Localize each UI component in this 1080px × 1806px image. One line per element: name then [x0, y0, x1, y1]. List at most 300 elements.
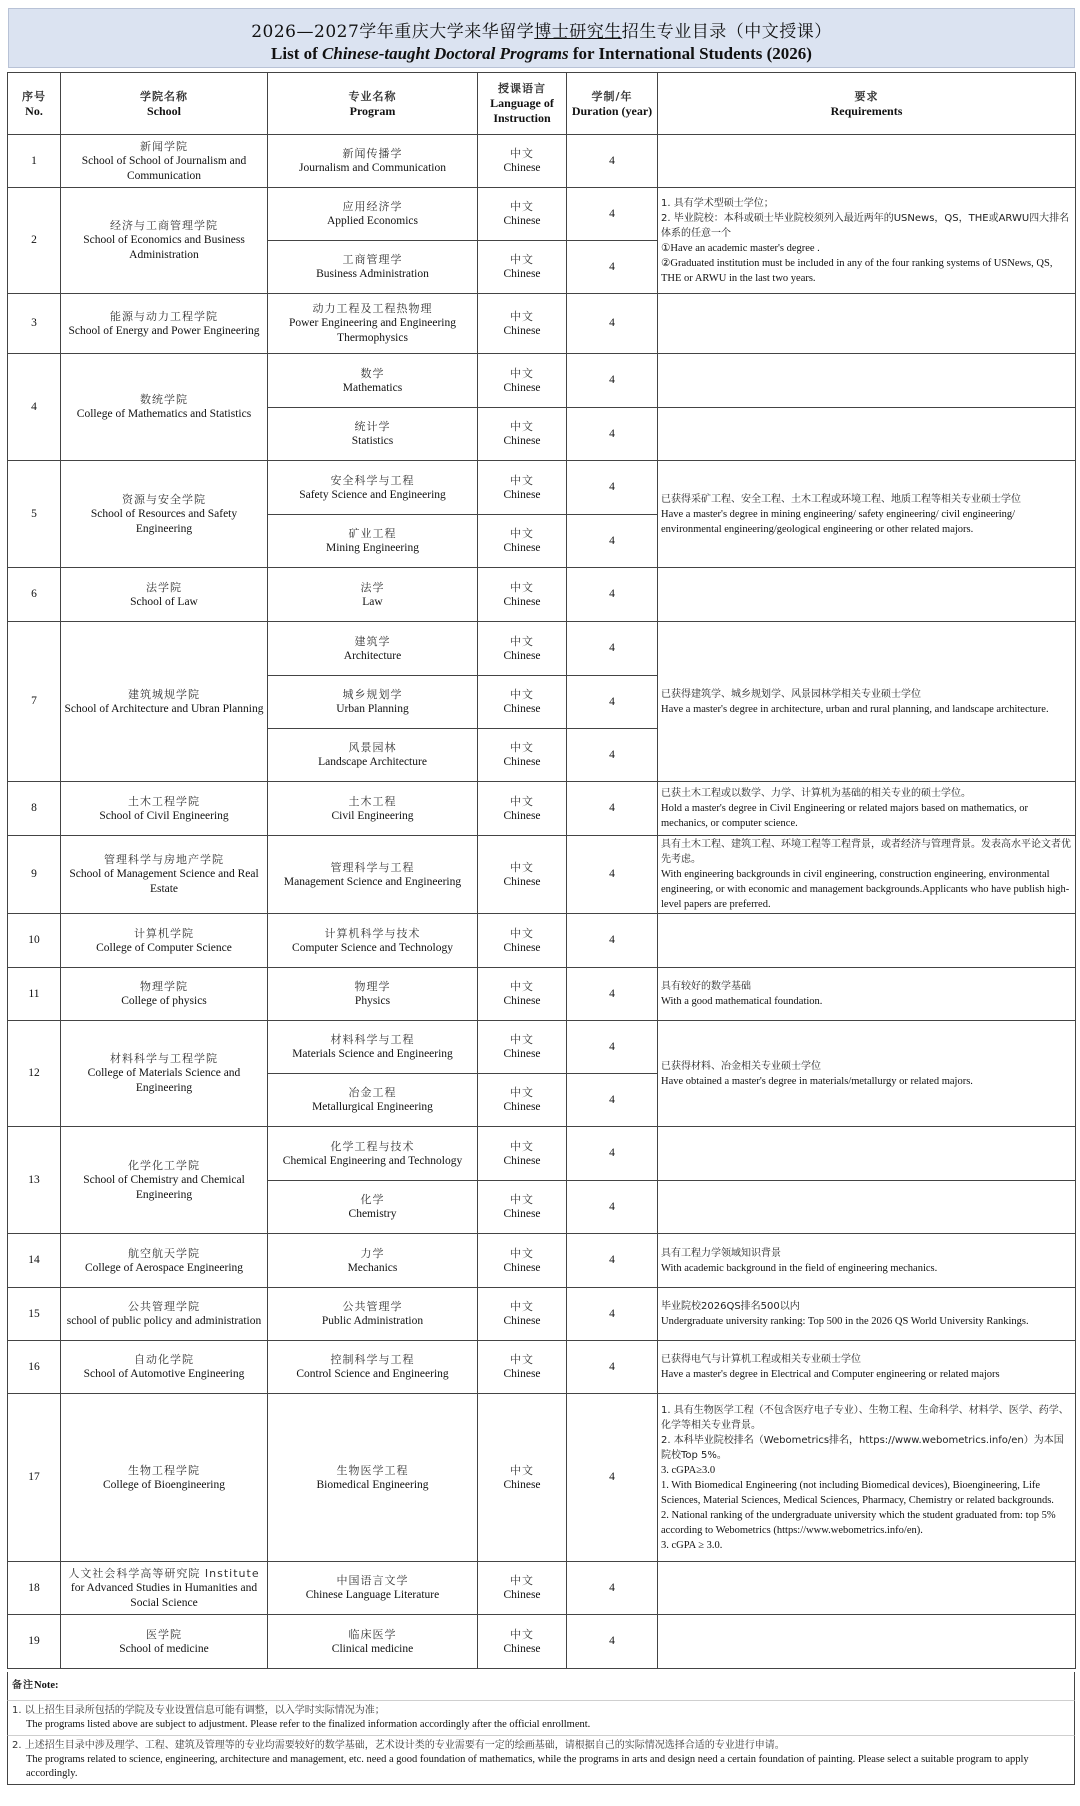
program-en: Mining Engineering [326, 542, 419, 554]
program-cell [268, 1234, 478, 1288]
school-en: School of School of Journalism and Communication [81, 154, 247, 182]
duration-cell: 4 [567, 568, 658, 622]
program-en: Architecture [343, 649, 402, 662]
lang-cn: 中文 [510, 1574, 534, 1587]
title-cn-prefix: 2026—2027学年重庆大学来华留学 [251, 22, 535, 42]
school-cn: 能源与动力工程学院 [110, 309, 218, 323]
program-en: Landscape Architecture [318, 756, 427, 768]
lang-cn: 中文 [510, 580, 534, 594]
note-item [7, 1700, 1075, 1735]
duration-cell: 4 [567, 1127, 658, 1181]
program-cell [268, 515, 478, 568]
requirement-line: 1. 具有生物医学工程（不包含医疗电子专业）、生物工程、生命科学、材料学、医学、药学、化学等相关专业背景。 [661, 1404, 1069, 1431]
lang-cn: 中文 [510, 741, 534, 754]
language-cell [478, 622, 567, 676]
duration-cell: 4 [567, 836, 658, 914]
header-no-cn: 序号 [22, 89, 46, 103]
program-cell [268, 1341, 478, 1394]
duration-cell: 4 [567, 1234, 658, 1288]
school-en: College of Bioengineering [103, 1478, 225, 1491]
lang-en: Chinese [503, 324, 541, 337]
school-cn: 建筑城规学院 [128, 687, 200, 701]
school-cell [61, 354, 268, 461]
table-row [8, 1562, 1076, 1615]
school-cell [61, 188, 268, 294]
program-cn: 土木工程 [348, 794, 397, 808]
program-cell [268, 241, 478, 294]
requirements-cell [658, 1341, 1076, 1394]
requirement-line: With academic background in the field of engineering mechanics. [661, 1262, 938, 1274]
school-en: College of Materials Science and Engineering [87, 1067, 241, 1094]
school-en: School of Law [130, 595, 198, 608]
lang-en: Chinese [503, 1315, 541, 1327]
school-cell [61, 1288, 268, 1341]
lang-cn: 中文 [510, 634, 534, 648]
school-cn: 自动化学院 [134, 1353, 194, 1366]
duration-cell: 4 [567, 729, 658, 782]
requirements-cell [658, 1615, 1076, 1669]
school-cell [61, 461, 268, 568]
program-en: Control Science and Engineering [296, 1368, 449, 1380]
lang-en: Chinese [503, 1478, 541, 1491]
requirement-line: ②Graduated institution must be included in any of the four ranking systems of USNews, QS, THE or ARWU in the last two years. [661, 257, 1053, 284]
program-cell [268, 1021, 478, 1074]
requirement-line: 毕业院校2026QS排名500以内 [661, 1301, 800, 1312]
requirement-line: 2. National ranking of the undergraduate university which the student graduated from: top 5% according to Webometrics (https://www.webometrics.info/en). [661, 1509, 1056, 1536]
school-cell [61, 294, 268, 354]
header-school-en: School [146, 103, 181, 118]
school-en: College of Aerospace Engineering [84, 1261, 244, 1274]
lang-cn: 中文 [510, 420, 534, 433]
program-cell [268, 676, 478, 729]
table-row [8, 1615, 1076, 1669]
program-en: Public Administration [321, 1315, 424, 1327]
lang-en: Chinese [503, 1208, 541, 1220]
lang-cn: 中文 [510, 1300, 534, 1313]
requirements-cell [658, 188, 1076, 294]
table-row [8, 354, 1076, 408]
requirements-cell [658, 1562, 1076, 1615]
program-en: Mathematics [342, 381, 403, 394]
requirements-cell [658, 294, 1076, 354]
header-school [61, 73, 268, 135]
language-cell [478, 914, 567, 968]
program-cn: 计算机科学与技术 [324, 926, 421, 940]
program-cell [268, 1394, 478, 1562]
language-cell [478, 676, 567, 729]
duration-cell: 4 [567, 1394, 658, 1562]
program-cn: 中国语言文学 [336, 1574, 409, 1587]
program-cn: 动力工程及工程热物理 [312, 302, 433, 315]
school-cell [61, 1615, 268, 1669]
program-en: Power Engineering and Engineering Thermophysics [288, 317, 457, 344]
duration-cell: 4 [567, 1341, 658, 1394]
program-cell [268, 294, 478, 354]
school-cell [61, 568, 268, 622]
school-cn: 数统学院 [140, 393, 188, 406]
requirements-cell [658, 408, 1076, 461]
lang-cn: 中文 [510, 1463, 534, 1477]
program-cn: 材料科学与工程 [330, 1033, 415, 1046]
requirements-cell [658, 568, 1076, 622]
program-cn: 控制科学与工程 [330, 1353, 415, 1366]
requirement-line: 已获得电气与计算机工程或相关专业硕士学位 [661, 1354, 861, 1365]
requirement-line: Have obtained a master's degree in materials/metallurgy or related majors. [661, 1075, 973, 1087]
school-cn: 土木工程学院 [128, 794, 200, 808]
requirement-line: 3. cGPA ≥ 3.0. [661, 1539, 723, 1551]
program-en: Chemical Engineering and Technology [282, 1154, 463, 1167]
language-cell [478, 461, 567, 515]
table-row [8, 568, 1076, 622]
notes-section [7, 1672, 1075, 1785]
lang-en: Chinese [503, 1154, 541, 1167]
table-row [8, 135, 1076, 188]
program-en: Chinese Language Literature [305, 1589, 440, 1601]
lang-cn: 中文 [510, 926, 534, 940]
requirement-line: 已获得材料、冶金相关专业硕士学位 [661, 1060, 821, 1072]
program-table [7, 72, 1076, 1669]
school-cell [61, 968, 268, 1021]
title-english [9, 44, 1074, 64]
program-en: Management Science and Engineering [283, 875, 462, 888]
school-cn: 航空航天学院 [128, 1246, 200, 1260]
language-cell [478, 1562, 567, 1615]
lang-en: Chinese [503, 215, 541, 227]
school-en: for Advanced Studies in Humanities and Social Science [70, 1581, 258, 1609]
school-cell [61, 1562, 268, 1615]
row-number: 6 [8, 568, 61, 622]
school-cell [61, 1341, 268, 1394]
program-cn: 数学 [360, 366, 385, 380]
duration-cell: 4 [567, 408, 658, 461]
row-number: 12 [8, 1021, 61, 1127]
requirement-line: 具有工程力学领域知识背景 [661, 1247, 781, 1259]
header-dur-en: Duration (year) [571, 103, 653, 118]
program-en: Statistics [351, 435, 394, 447]
requirements-cell [658, 1127, 1076, 1181]
requirement-line: Have a master's degree in mining engineering/ safety engineering/ civil engineering/ environmental engineering/geological engineering or other related majors. [661, 508, 1016, 535]
language-cell [478, 188, 567, 241]
duration-cell: 4 [567, 1074, 658, 1127]
lang-cn: 中文 [510, 1353, 534, 1366]
row-number: 3 [8, 294, 61, 354]
row-number: 18 [8, 1562, 61, 1615]
title-en-prefix: List of [271, 44, 323, 63]
school-cn: 人文社会科学高等研究院 Institute [68, 1566, 260, 1580]
header-no [8, 73, 61, 135]
school-en: School of Energy and Power Engineering [68, 324, 260, 337]
language-cell [478, 1341, 567, 1394]
header-no-en: No. [25, 103, 43, 118]
program-en: Physics [354, 995, 391, 1007]
requirement-line: 具有较好的数学基础 [661, 981, 751, 992]
program-cell [268, 354, 478, 408]
language-cell [478, 241, 567, 294]
table-row [8, 1394, 1076, 1562]
title-en-italic: Chinese-taught Doctoral Programs [322, 44, 569, 63]
school-cell [61, 914, 268, 968]
requirements-cell [658, 622, 1076, 782]
program-cn: 化学 [360, 1193, 385, 1206]
note-en: The programs listed above are subject to adjustment. Please refer to the finalized information accordingly after the official enrollment. [26, 1719, 591, 1730]
row-number: 14 [8, 1234, 61, 1288]
school-en: school of public policy and administration [66, 1315, 262, 1327]
program-cell [268, 1615, 478, 1669]
requirements-cell [658, 135, 1076, 188]
language-cell [478, 1021, 567, 1074]
table-row [8, 968, 1076, 1021]
school-cell [61, 836, 268, 914]
lang-en: Chinese [503, 809, 541, 822]
duration-cell: 4 [567, 622, 658, 676]
header-school-cn: 学院名称 [140, 89, 188, 103]
lang-cn: 中文 [510, 527, 534, 540]
lang-en: Chinese [503, 941, 541, 954]
row-number: 9 [8, 836, 61, 914]
duration-cell: 4 [567, 1021, 658, 1074]
header-requirements [658, 73, 1076, 135]
header-language [478, 73, 567, 135]
lang-en: Chinese [503, 756, 541, 768]
header-req-en: Requirements [830, 103, 903, 118]
school-en: School of Civil Engineering [99, 809, 229, 822]
language-cell [478, 515, 567, 568]
program-en: Chemistry [348, 1208, 397, 1220]
school-cn: 法学院 [146, 580, 182, 594]
language-cell [478, 1234, 567, 1288]
requirement-line: 2. 毕业院校：本科或硕士毕业院校须列入最近两年的USNews，QS，THE或ARWU四大排名体系的任意一个 [661, 212, 1070, 239]
language-cell [478, 1615, 567, 1669]
lang-en: Chinese [503, 381, 541, 394]
lang-en: Chinese [503, 1261, 541, 1274]
program-cell [268, 1562, 478, 1615]
school-cell [61, 1021, 268, 1127]
language-cell [478, 1288, 567, 1341]
lang-cn: 中文 [510, 473, 534, 487]
lang-cn: 中文 [510, 1627, 534, 1641]
title-en-suffix: for International Students (2026) [568, 44, 812, 63]
school-en: School of Chemistry and Chemical Engineering [83, 1173, 245, 1201]
lang-en: Chinese [503, 1642, 541, 1655]
table-row [8, 1127, 1076, 1181]
table-row [8, 1021, 1076, 1074]
program-cn: 临床医学 [348, 1627, 397, 1641]
lang-cn: 中文 [510, 1086, 534, 1099]
school-cn: 公共管理学院 [128, 1300, 200, 1313]
lang-cn: 中文 [510, 1193, 534, 1206]
requirement-line: Hold a master's degree in Civil Engineering or related majors based on mathematics, or mechanics, or computer science. [661, 803, 1028, 829]
table-row [8, 622, 1076, 676]
language-cell [478, 568, 567, 622]
school-cn: 计算机学院 [134, 926, 194, 940]
program-cn: 工商管理学 [342, 253, 403, 266]
requirements-cell [658, 1394, 1076, 1562]
school-cn: 物理学院 [140, 980, 188, 993]
table-row [8, 1288, 1076, 1341]
school-cell [61, 1127, 268, 1234]
requirements-cell [658, 1288, 1076, 1341]
row-number: 13 [8, 1127, 61, 1234]
school-en: School of Economics and Business Administration [83, 234, 245, 261]
school-en: School of Management Science and Real Estate [69, 868, 259, 895]
language-cell [478, 1074, 567, 1127]
school-en: School of Architecture and Ubran Planning [64, 702, 264, 715]
lang-cn: 中文 [510, 1139, 534, 1153]
table-row [8, 294, 1076, 354]
duration-cell: 4 [567, 135, 658, 188]
lang-cn: 中文 [510, 1246, 534, 1260]
lang-en: Chinese [503, 435, 541, 447]
language-cell [478, 135, 567, 188]
table-row [8, 188, 1076, 241]
program-cn: 风景园林 [348, 741, 397, 754]
duration-cell: 4 [567, 515, 658, 568]
lang-en: Chinese [503, 595, 541, 608]
program-cell [268, 188, 478, 241]
program-cell [268, 622, 478, 676]
duration-cell: 4 [567, 1562, 658, 1615]
row-number: 16 [8, 1341, 61, 1394]
requirements-cell [658, 354, 1076, 408]
program-cell [268, 836, 478, 914]
school-cn: 经济与工商管理学院 [110, 219, 218, 232]
program-cn: 矿业工程 [348, 527, 397, 540]
language-cell [478, 408, 567, 461]
school-cn: 医学院 [146, 1627, 182, 1641]
program-cell [268, 968, 478, 1021]
program-cell [268, 1288, 478, 1341]
duration-cell: 4 [567, 354, 658, 408]
duration-cell: 4 [567, 1615, 658, 1669]
duration-cell: 4 [567, 1181, 658, 1234]
lang-cn: 中文 [510, 200, 534, 213]
lang-cn: 中文 [510, 794, 534, 808]
lang-en: Chinese [503, 1368, 541, 1380]
header-row [8, 73, 1076, 135]
requirement-line: With engineering backgrounds in civil engineering, construction engineering, environmental engineering, or with economic and management backgrounds.Applicants who have publish high-level papers are preferred. [661, 869, 1070, 910]
table-row [8, 836, 1076, 914]
program-cell [268, 914, 478, 968]
program-cell [268, 1074, 478, 1127]
requirement-line: Have a master's degree in Electrical and Computer engineering or related majors [661, 1369, 1000, 1380]
notes-title-en: Note: [34, 1680, 59, 1691]
row-number: 19 [8, 1615, 61, 1669]
school-cn: 新闻学院 [140, 139, 188, 153]
program-cn: 化学工程与技术 [330, 1139, 415, 1153]
program-cell [268, 461, 478, 515]
school-cn: 管理科学与房地产学院 [104, 853, 224, 866]
program-cell [268, 729, 478, 782]
program-en: Mechanics [347, 1261, 398, 1274]
header-program [268, 73, 478, 135]
school-cn: 材料科学与工程学院 [110, 1052, 218, 1065]
program-cn: 统计学 [354, 420, 391, 433]
requirements-cell [658, 1234, 1076, 1288]
lang-en: Chinese [503, 162, 541, 174]
program-cell [268, 1127, 478, 1181]
school-en: School of Automotive Engineering [83, 1368, 245, 1380]
language-cell [478, 836, 567, 914]
program-cell [268, 568, 478, 622]
lang-cn: 中文 [510, 688, 534, 701]
row-number: 1 [8, 135, 61, 188]
requirement-line: 3. cGPA≥3.0 [661, 1464, 716, 1476]
duration-cell: 4 [567, 914, 658, 968]
lang-en: Chinese [503, 703, 541, 715]
program-cn: 安全科学与工程 [330, 473, 415, 487]
program-cn: 应用经济学 [342, 200, 403, 213]
program-cell [268, 782, 478, 836]
duration-cell: 4 [567, 676, 658, 729]
duration-cell: 4 [567, 1288, 658, 1341]
school-en: College of Computer Science [96, 941, 232, 954]
program-en: Materials Science and Engineering [292, 1048, 453, 1060]
school-en: College of physics [121, 995, 207, 1007]
program-en: Safety Science and Engineering [299, 488, 446, 501]
program-cell [268, 135, 478, 188]
requirement-line: Undergraduate university ranking: Top 500 in the 2026 QS World University Rankings. [661, 1316, 1029, 1327]
program-cn: 建筑学 [354, 634, 391, 648]
school-cn: 资源与安全学院 [122, 492, 206, 506]
requirement-line: 1. With Biomedical Engineering (not including Biomedical devices), Bioengineering, Life Sciences, Material Sciences, Medical Sciences, Pharmacy, Chemistry or related backgrounds. [661, 1479, 1054, 1506]
school-cn: 生物工程学院 [128, 1463, 200, 1477]
program-cn: 力学 [360, 1246, 385, 1260]
language-cell [478, 354, 567, 408]
requirements-cell [658, 1181, 1076, 1234]
program-cn: 新闻传播学 [342, 147, 403, 160]
duration-cell: 4 [567, 968, 658, 1021]
program-en: Law [362, 595, 383, 608]
header-duration [567, 73, 658, 135]
language-cell [478, 294, 567, 354]
lang-cn: 中文 [510, 309, 534, 323]
duration-cell: 4 [567, 461, 658, 515]
header-lang-en: Language of Instruction [490, 96, 554, 125]
row-number: 4 [8, 354, 61, 461]
header-dur-cn: 学制/年 [591, 89, 633, 103]
program-en: Civil Engineering [331, 809, 414, 822]
note-cn: 1. 以上招生目录所包括的学院及专业设置信息可能有调整，以入学时实际情况为准； [12, 1705, 385, 1716]
requirements-cell [658, 968, 1076, 1021]
title-chinese [9, 17, 1074, 42]
note-item [7, 1735, 1075, 1785]
row-number: 8 [8, 782, 61, 836]
school-en: College of Mathematics and Statistics [76, 408, 252, 420]
lang-cn: 中文 [510, 366, 534, 380]
table-row [8, 461, 1076, 515]
school-cell [61, 622, 268, 782]
school-cell [61, 1394, 268, 1562]
requirements-cell [658, 782, 1076, 836]
notes-title [7, 1672, 1075, 1700]
duration-cell: 4 [567, 294, 658, 354]
requirement-line: 1. 具有学术型硕士学位； [661, 197, 774, 209]
program-cn: 管理科学与工程 [330, 860, 415, 874]
lang-en: Chinese [503, 649, 541, 662]
header-program-en: Program [349, 103, 396, 118]
program-en: Biomedical Engineering [316, 1478, 429, 1491]
program-cn: 公共管理学 [342, 1300, 403, 1313]
school-cell [61, 135, 268, 188]
requirement-line: Have a master's degree in architecture, urban and rural planning, and landscape architecture. [661, 703, 1049, 715]
program-cn: 生物医学工程 [336, 1463, 409, 1477]
lang-en: Chinese [503, 542, 541, 554]
title-banner [8, 8, 1075, 68]
program-en: Applied Economics [326, 215, 419, 227]
requirement-line: ①Have an academic master's degree . [661, 242, 820, 254]
program-en: Metallurgical Engineering [312, 1101, 433, 1113]
lang-cn: 中文 [510, 860, 534, 874]
